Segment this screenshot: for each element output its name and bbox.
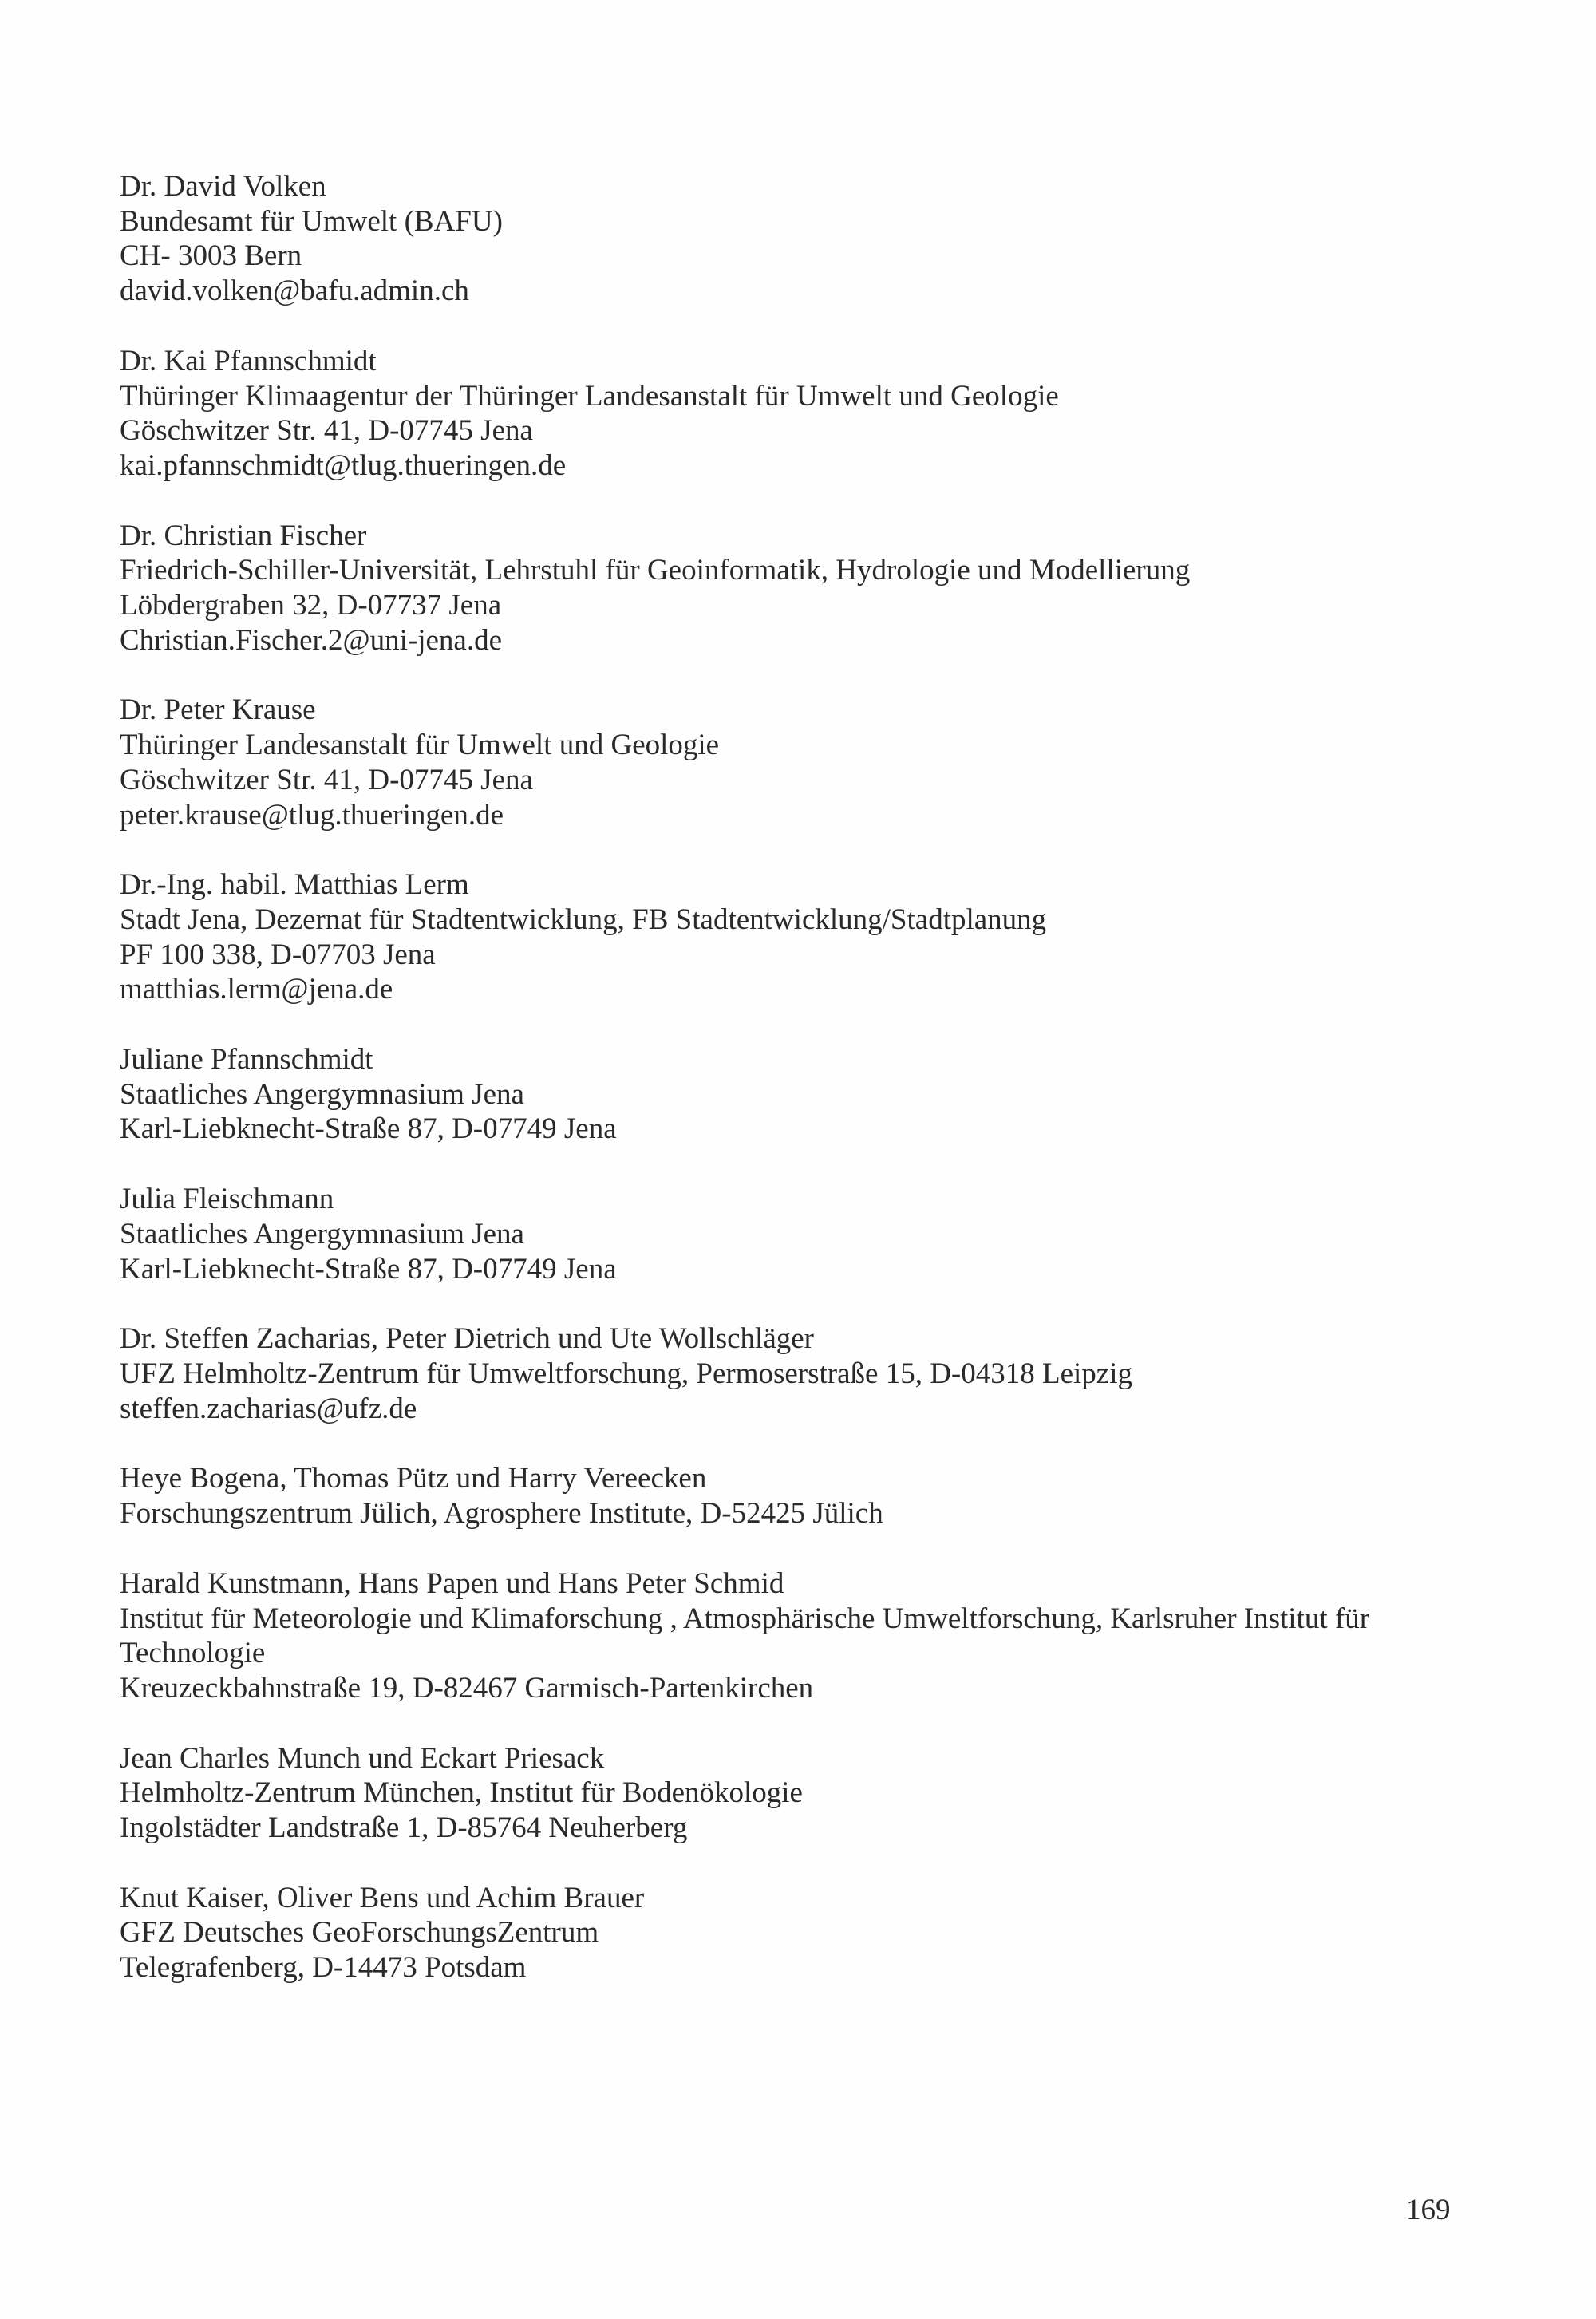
address-line: Staatliches Angergymnasium Jena <box>120 1217 524 1250</box>
address-line: peter.krause@tlug.thueringen.de <box>120 798 504 832</box>
contributor-name: Dr. Christian Fischer <box>120 519 367 552</box>
contributor-name: Jean Charles Munch und Eckart Priesack <box>120 1741 605 1775</box>
address-line: Göschwitzer Str. 41, D-07745 Jena <box>120 763 533 796</box>
contributor-name: Knut Kaiser, Oliver Bens und Achim Brauer <box>120 1881 645 1914</box>
page-number: 169 <box>1406 2194 1451 2226</box>
address-line: matthias.lerm@jena.de <box>120 973 393 1006</box>
contributor-name: Juliane Pfannschmidt <box>120 1043 373 1077</box>
address-line: GFZ Deutsches GeoForschungsZentrum <box>120 1916 599 1950</box>
address-line: Thüringer Klimaagentur der Thüringer Landesanstalt für Umwelt und Geologie <box>120 379 1059 413</box>
contributor-name: Dr.-Ing. habil. Matthias Lerm <box>120 868 469 902</box>
address-line: Stadt Jena, Dezernat für Stadtentwicklung, FB Stadtentwicklung/Stadtplanung <box>120 903 1047 936</box>
contributor-entry <box>120 1042 1460 1147</box>
contributor-entry <box>120 1741 1460 1846</box>
contributor-name: Dr. Peter Krause <box>120 693 316 727</box>
address-line: Bundesamt für Umwelt (BAFU) <box>120 204 503 238</box>
contributor-entry <box>120 867 1460 1007</box>
contributor-entry <box>120 1182 1460 1286</box>
contributor-name: Dr. Kai Pfannschmidt <box>120 344 377 377</box>
address-line: UFZ Helmholtz-Zentrum für Umweltforschung, Permoserstraße 15, D-04318 Leipzig <box>120 1357 1133 1390</box>
address-line: Thüringer Landesanstalt für Umwelt und Geologie <box>120 729 720 762</box>
contributor-entry <box>120 1566 1460 1706</box>
contributor-entry <box>120 344 1460 484</box>
address-line: Technologie <box>120 1637 266 1670</box>
address-line: CH- 3003 Bern <box>120 239 302 273</box>
address-line: Karl-Liebknecht-Straße 87, D-07749 Jena <box>120 1252 617 1286</box>
contributor-entry <box>120 169 1460 309</box>
address-line: Löbdergraben 32, D-07737 Jena <box>120 589 502 622</box>
contributor-name: Harald Kunstmann, Hans Papen und Hans Peter Schmid <box>120 1566 784 1600</box>
contributor-entry <box>120 1461 1460 1531</box>
address-line: Telegrafenberg, D-14473 Potsdam <box>120 1951 527 1985</box>
contributor-entry <box>120 1881 1460 1985</box>
address-line: Helmholtz-Zentrum München, Institut für Bodenökologie <box>120 1776 803 1810</box>
address-line: Karl-Liebknecht-Straße 87, D-07749 Jena <box>120 1112 617 1146</box>
contributor-name: Dr. Steffen Zacharias, Peter Dietrich und Ute Wollschläger <box>120 1322 815 1356</box>
address-line: kai.pfannschmidt@tlug.thueringen.de <box>120 448 567 482</box>
address-line: Kreuzeckbahnstraße 19, D-82467 Garmisch-Partenkirchen <box>120 1671 814 1705</box>
contributor-entry <box>120 693 1460 832</box>
address-line: Ingolstädter Landstraße 1, D-85764 Neuherberg <box>120 1811 688 1845</box>
contributor-entry <box>120 519 1460 658</box>
contributor-entry <box>120 1321 1460 1426</box>
contributor-name: Julia Fleischmann <box>120 1183 334 1216</box>
address-line: PF 100 338, D-07703 Jena <box>120 938 436 971</box>
address-line: Forschungszentrum Jülich, Agrosphere Institute, D-52425 Jülich <box>120 1497 883 1531</box>
contributor-list <box>120 169 1460 2021</box>
contributor-name: Heye Bogena, Thomas Pütz und Harry Vereecken <box>120 1462 707 1495</box>
address-line: Göschwitzer Str. 41, D-07745 Jena <box>120 414 533 448</box>
address-line: Staatliches Angergymnasium Jena <box>120 1077 524 1111</box>
address-line: Friedrich-Schiller-Universität, Lehrstuhl für Geoinformatik, Hydrologie und Modellierung <box>120 554 1191 587</box>
address-line: david.volken@bafu.admin.ch <box>120 275 469 308</box>
contributor-name: Dr. David Volken <box>120 170 326 203</box>
address-line: steffen.zacharias@ufz.de <box>120 1392 417 1425</box>
address-line: Institut für Meteorologie und Klimaforschung , Atmosphärische Umweltforschung, Karlsruher Institut für <box>120 1602 1370 1635</box>
address-line: Christian.Fischer.2@uni-jena.de <box>120 623 503 657</box>
